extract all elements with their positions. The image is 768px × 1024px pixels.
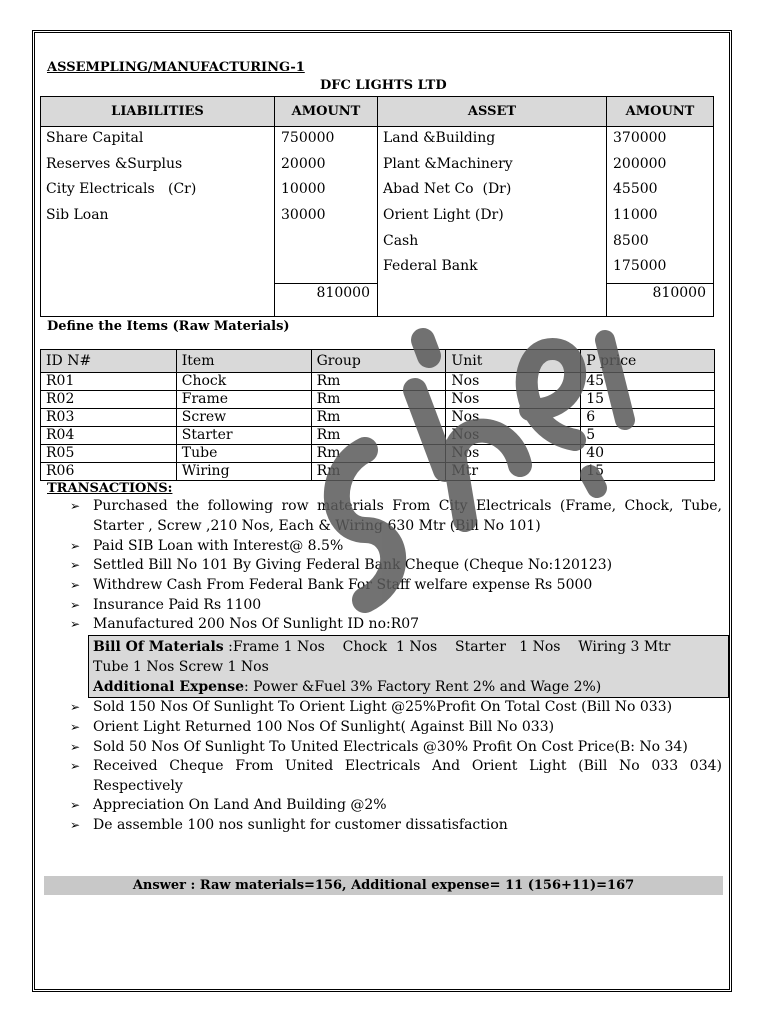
- transaction-item: [70, 575, 722, 595]
- arrow-bullet-icon: ➢: [70, 700, 81, 714]
- table-cell: Screw: [176, 409, 311, 427]
- transaction-item: [70, 496, 722, 536]
- arrow-bullet-icon: ➢: [70, 499, 81, 513]
- bom-text: :Frame 1 Nos Chock 1 Nos Starter 1 Nos Wiring 3 Mtr: [223, 639, 671, 655]
- table-row: [41, 445, 715, 463]
- table-cell: 15: [581, 463, 715, 481]
- transaction-text: Sold 50 Nos Of Sunlight To United Electricals @30% Profit On Cost Price(B: No 34): [93, 739, 688, 755]
- transaction-item: [70, 536, 722, 556]
- table-cell: Nos: [446, 373, 581, 391]
- table-row: [41, 373, 715, 391]
- arrow-bullet-icon: ➢: [70, 558, 81, 572]
- table-cell: Tube: [176, 445, 311, 463]
- additional-expense-text: : Power &Fuel 3% Factory Rent 2% and Wage 2%): [244, 679, 602, 695]
- table-cell: Nos: [446, 445, 581, 463]
- header-asset: ASSET: [377, 96, 607, 127]
- arrow-bullet-icon: ➢: [70, 598, 81, 612]
- column-header: P price: [581, 350, 715, 373]
- table-cell: Rm: [311, 409, 446, 427]
- transaction-text: De assemble 100 nos sunlight for customer dissatisfaction: [93, 817, 508, 833]
- transaction-text: Paid SIB Loan with Interest@ 8.5%: [93, 538, 344, 554]
- table-cell: R06: [41, 463, 177, 481]
- header-liabilities: LIABILITIES: [40, 96, 275, 127]
- table-row: [41, 463, 715, 481]
- table-cell: Rm: [311, 391, 446, 409]
- column-header: Group: [311, 350, 446, 373]
- transaction-text: Orient Light Returned 100 Nos Of Sunlight( Against Bill No 033): [93, 719, 555, 735]
- table-cell: Rm: [311, 463, 446, 481]
- bom-label: Bill Of Materials: [93, 639, 224, 655]
- transaction-item: [70, 795, 722, 815]
- transaction-item: [70, 595, 722, 615]
- table-cell: Rm: [311, 373, 446, 391]
- transaction-text: Manufactured 200 Nos Of Sunlight ID no:R07: [93, 616, 420, 632]
- asset-name: Land &Building: [383, 130, 496, 146]
- arrow-bullet-icon: ➢: [70, 759, 81, 773]
- liability-amount: 750000: [281, 130, 335, 146]
- table-cell: R03: [41, 409, 177, 427]
- liability-name: Reserves &Surplus: [46, 156, 183, 172]
- table-cell: R05: [41, 445, 177, 463]
- table-cell: Wiring: [176, 463, 311, 481]
- arrow-bullet-icon: ➢: [70, 539, 81, 553]
- column-header: Unit: [446, 350, 581, 373]
- table-cell: Nos: [446, 427, 581, 445]
- asset-amount: 11000: [613, 207, 658, 223]
- column-header: ID N#: [41, 350, 177, 373]
- asset-amount: 175000: [613, 258, 667, 274]
- table-cell: R04: [41, 427, 177, 445]
- table-cell: R02: [41, 391, 177, 409]
- asset-name: Abad Net Co (Dr): [383, 181, 512, 197]
- bill-of-materials-box: [88, 635, 729, 698]
- asset-amount: 370000: [613, 130, 667, 146]
- transaction-item: [70, 555, 722, 575]
- table-row: [41, 427, 715, 445]
- arrow-bullet-icon: ➢: [70, 617, 81, 631]
- bom-text-2: Tube 1 Nos Screw 1 Nos: [93, 659, 269, 675]
- table-cell: 6: [581, 409, 715, 427]
- liabilities-total: 810000: [316, 285, 370, 301]
- asset-amount: 8500: [613, 233, 649, 249]
- table-cell: Mtr: [446, 463, 581, 481]
- raw-materials-table: [40, 349, 715, 481]
- transaction-text: Settled Bill No 101 By Giving Federal Bank Cheque (Cheque No:120123): [93, 557, 613, 573]
- table-cell: Nos: [446, 391, 581, 409]
- table-cell: 45: [581, 373, 715, 391]
- arrow-bullet-icon: ➢: [70, 578, 81, 592]
- table-cell: Starter: [176, 427, 311, 445]
- transaction-text: Insurance Paid Rs 1100: [93, 597, 262, 613]
- section-title: ASSEMPLING/MANUFACTURING-1: [47, 60, 305, 75]
- table-cell: Rm: [311, 445, 446, 463]
- asset-name: Orient Light (Dr): [383, 207, 504, 223]
- transactions-title: TRANSACTIONS:: [47, 481, 173, 496]
- liability-amount: 30000: [281, 207, 326, 223]
- arrow-bullet-icon: ➢: [70, 740, 81, 754]
- liability-amount: 10000: [281, 181, 326, 197]
- liability-name: City Electricals (Cr): [46, 181, 197, 197]
- table-cell: Frame: [176, 391, 311, 409]
- arrow-bullet-icon: ➢: [70, 798, 81, 812]
- asset-amount: 200000: [613, 156, 667, 172]
- transaction-item: [70, 614, 722, 634]
- asset-name: Federal Bank: [383, 258, 478, 274]
- assets-total: 810000: [652, 285, 706, 301]
- column-header: Item: [176, 350, 311, 373]
- transaction-item: [70, 737, 722, 757]
- arrow-bullet-icon: ➢: [70, 720, 81, 734]
- transaction-item: [70, 815, 722, 835]
- table-header-row: [41, 350, 715, 373]
- table-cell: 15: [581, 391, 715, 409]
- liability-amount: 20000: [281, 156, 326, 172]
- table-cell: 5: [581, 427, 715, 445]
- transaction-text: Appreciation On Land And Building @2%: [93, 797, 387, 813]
- asset-name: Plant &Machinery: [383, 156, 513, 172]
- transaction-text: Withdrew Cash From Federal Bank For Staff welfare expense Rs 5000: [93, 577, 593, 593]
- header-amount-liabilities: AMOUNT: [274, 96, 378, 127]
- transaction-item: [70, 697, 722, 717]
- items-section-title: Define the Items (Raw Materials): [47, 319, 290, 334]
- arrow-bullet-icon: ➢: [70, 818, 81, 832]
- transaction-text: Received Cheque From United Electricals And Orient Light (Bill No 033 034) Respectively: [93, 758, 722, 794]
- table-row: [41, 409, 715, 427]
- transaction-text: Purchased the following row materials From City Electricals (Frame, Chock, Tube, Starter , Screw ,210 Nos, Each & Wiring 630 Mtr (Bill No 101): [93, 498, 722, 534]
- asset-name: Cash: [383, 233, 419, 249]
- transaction-item: [70, 717, 722, 737]
- transaction-text: Sold 150 Nos Of Sunlight To Orient Light @25%Profit On Total Cost (Bill No 033): [93, 699, 673, 715]
- additional-expense-label: Additional Expense: [93, 679, 245, 695]
- table-cell: Nos: [446, 409, 581, 427]
- liability-name: Share Capital: [46, 130, 144, 146]
- company-name: DFC LIGHTS LTD: [320, 78, 447, 93]
- table-row: [41, 391, 715, 409]
- balance-sheet: [40, 96, 714, 317]
- table-cell: Rm: [311, 427, 446, 445]
- asset-amount: 45500: [613, 181, 658, 197]
- transaction-item: [70, 756, 722, 796]
- table-cell: 40: [581, 445, 715, 463]
- answer-bar: Answer : Raw materials=156, Additional expense= 11 (156+11)=167: [44, 876, 723, 895]
- table-cell: Chock: [176, 373, 311, 391]
- header-amount-assets: AMOUNT: [606, 96, 714, 127]
- table-cell: R01: [41, 373, 177, 391]
- liability-name: Sib Loan: [46, 207, 109, 223]
